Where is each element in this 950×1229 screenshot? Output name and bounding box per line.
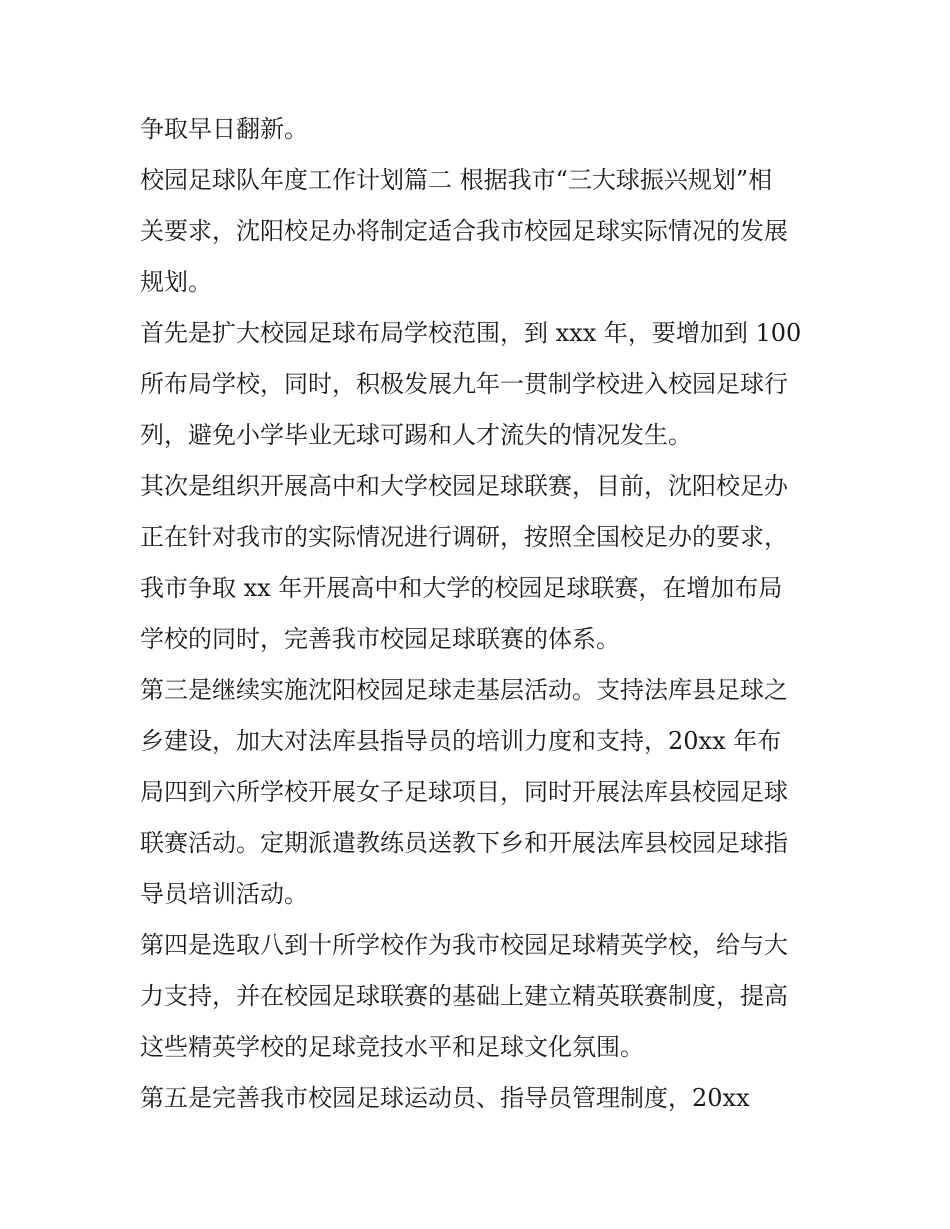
text-line: 第五是完善我市校园足球运动员、指导员管理制度，20xx — [140, 1084, 750, 1112]
text-line: 乡建设，加大对法库县指导员的培训力度和支持，20xx 年布 — [140, 727, 782, 755]
document-body — [140, 104, 815, 1124]
text-line: 第四是选取八到十所学校作为我市校园足球精英学校，给与大 — [140, 931, 788, 959]
text-line: 所布局学校，同时，积极发展九年一贯制学校进入校园足球行 — [140, 370, 788, 398]
text-line: 争取早日翻新。 — [140, 115, 308, 143]
text-line: 列，避免小学毕业无球可踢和人才流失的情况发生。 — [140, 421, 692, 449]
text-line: 学校的同时，完善我市校园足球联赛的体系。 — [140, 625, 620, 653]
text-line: 校园足球队年度工作计划篇二 根据我市“三大球振兴规划”相 — [140, 166, 773, 194]
text-line: 关要求，沈阳校足办将制定适合我市校园足球实际情况的发展 — [140, 217, 788, 245]
text-line: 这些精英学校的足球竞技水平和足球文化氛围。 — [140, 1033, 644, 1061]
text-line: 局四到六所学校开展女子足球项目，同时开展法库县校园足球 — [140, 778, 788, 806]
text-line: 我市争取 xx 年开展高中和大学的校园足球联赛，在增加布局 — [140, 574, 783, 602]
text-line: 首先是扩大校园足球布局学校范围，到 xxx 年，要增加到 100 — [140, 319, 802, 347]
text-line: 第三是继续实施沈阳校园足球走基层活动。支持法库县足球之 — [140, 676, 788, 704]
text-line: 力支持，并在校园足球联赛的基础上建立精英联赛制度，提高 — [140, 982, 788, 1010]
text-line: 其次是组织开展高中和大学校园足球联赛，目前，沈阳校足办 — [140, 472, 788, 500]
text-line: 联赛活动。定期派遣教练员送教下乡和开展法库县校园足球指 — [140, 829, 788, 857]
text-line: 导员培训活动。 — [140, 880, 308, 908]
text-line: 正在针对我市的实际情况进行调研，按照全国校足办的要求， — [140, 523, 788, 551]
text-line: 规划。 — [140, 268, 212, 296]
